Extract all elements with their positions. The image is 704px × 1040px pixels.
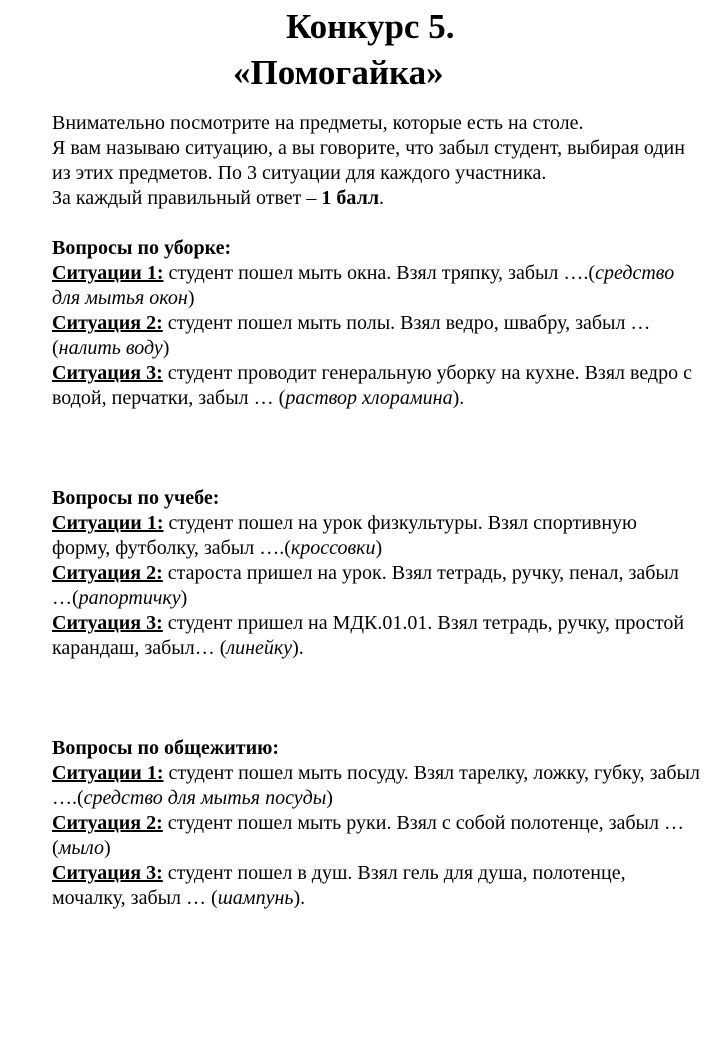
- intro-score: 1 балл: [321, 187, 380, 209]
- situation-label: Ситуация 3:: [52, 612, 163, 634]
- situation-end: ).: [452, 387, 465, 409]
- intro-line-2: Я вам называю ситуацию, а вы говорите, что забыл студент, выбирая один из этих предметов. По 3 ситуации для каждого участника.: [52, 137, 685, 184]
- situation-item: [52, 811, 700, 861]
- section-dormitory: [52, 736, 700, 911]
- situation-answer: линейку: [226, 637, 293, 659]
- situation-end: ): [180, 587, 188, 609]
- situation-text: староста пришел на урок. Взял тетрадь, ручку, пенал, забыл …(: [52, 562, 679, 609]
- situation-item: [52, 761, 700, 811]
- situation-end: ).: [293, 887, 306, 909]
- situation-label: Ситуации 1:: [52, 762, 164, 784]
- situation-item: [52, 311, 700, 361]
- situation-item: [52, 511, 700, 561]
- situation-end: ): [103, 837, 111, 859]
- situation-text: студент пошел мыть посуду. Взял тарелку, ложку, губку, забыл ….(: [52, 762, 700, 809]
- situation-end: ): [162, 337, 170, 359]
- intro-line-1: Внимательно посмотрите на предметы, которые есть на столе.: [52, 112, 584, 134]
- situation-answer: шампунь: [217, 887, 294, 909]
- situation-item: [52, 611, 700, 661]
- intro-line-3-suffix: .: [379, 187, 385, 209]
- situation-end: ): [187, 287, 195, 309]
- section-cleaning: [52, 236, 700, 411]
- situation-item: [52, 361, 700, 411]
- section-title: Вопросы по учебе:: [52, 487, 220, 509]
- title-contest-name: «Помогайка»: [233, 53, 444, 92]
- document-body: [52, 111, 700, 911]
- section-spacer: [52, 411, 700, 486]
- situation-answer: средство для мытья посуды: [83, 787, 327, 809]
- title-contest-number: Конкурс 5.: [286, 7, 455, 46]
- situation-answer: средство для мытья окон: [52, 262, 675, 309]
- situation-text: студент пошел мыть полы. Взял ведро, швабру, забыл …(: [52, 312, 651, 359]
- situation-text: студент пошел мыть окна. Взял тряпку, забыл ….(: [163, 262, 596, 284]
- situation-text: студент пошел мыть руки. Взял с собой полотенце, забыл …(: [52, 812, 684, 859]
- section-title: Вопросы по уборке:: [52, 237, 232, 259]
- situation-end: ).: [292, 637, 304, 659]
- situation-label: Ситуации 1:: [52, 262, 164, 284]
- situation-text: студент проводит генеральную уборку на кухне. Взял ведро с водой, перчатки, забыл … (: [52, 362, 692, 409]
- situation-item: [52, 861, 700, 911]
- situation-item: [52, 261, 700, 311]
- situation-label: Ситуация 3:: [52, 862, 163, 884]
- situation-label: Ситуация 2:: [52, 312, 163, 334]
- situation-label: Ситуация 2:: [52, 562, 163, 584]
- title-block: [0, 4, 704, 96]
- situation-text: студент пошел в душ. Взял гель для душа, полотенце, мочалку, забыл … (: [52, 862, 626, 909]
- situation-answer: налить воду: [58, 337, 163, 359]
- situation-item: [52, 561, 700, 611]
- situation-answer: раствор хлорамина: [285, 387, 453, 409]
- situation-end: ): [375, 537, 383, 559]
- situation-answer: рапортичку: [78, 587, 181, 609]
- situation-label: Ситуация 3:: [52, 362, 163, 384]
- intro-line-3: [52, 186, 700, 211]
- section-title: Вопросы по общежитию:: [52, 737, 280, 759]
- section-study: [52, 486, 700, 661]
- situation-text: студент пошел на урок физкультуры. Взял спортивную форму, футболку, забыл ….(: [52, 512, 637, 559]
- situation-text: студент пришел на МДК.01.01. Взял тетрадь, ручку, простой карандаш, забыл… (: [52, 612, 685, 659]
- intro-paragraph: [52, 111, 700, 211]
- situation-answer: мыло: [58, 837, 104, 859]
- intro-line-3-prefix: За каждый правильный ответ –: [52, 187, 322, 209]
- situation-answer: кроссовки: [290, 537, 376, 559]
- situation-label: Ситуация 2:: [52, 812, 163, 834]
- situation-label: Ситуации 1:: [52, 512, 164, 534]
- situation-end: ): [326, 787, 333, 809]
- section-spacer: [52, 661, 700, 736]
